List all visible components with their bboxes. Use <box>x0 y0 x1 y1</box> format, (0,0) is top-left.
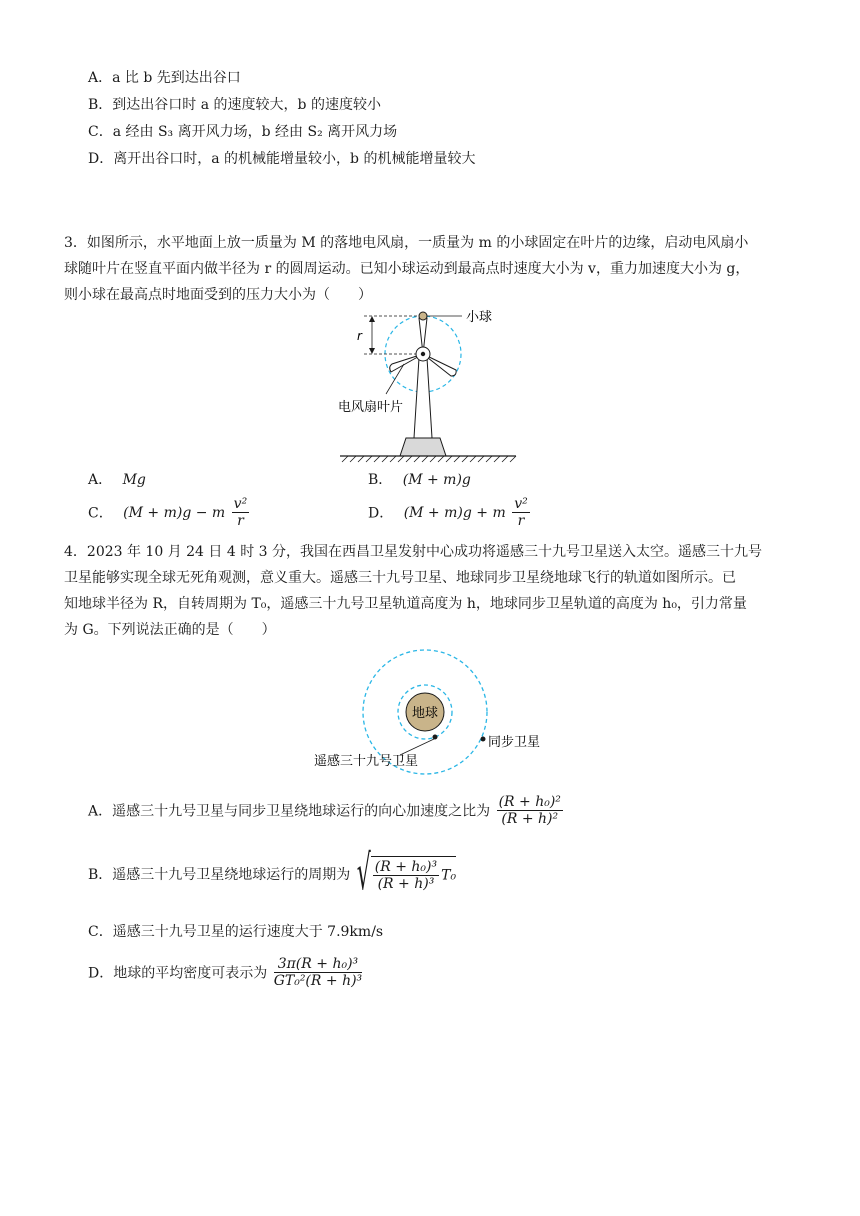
sync-satellite-label: 同步卫星 <box>488 735 541 750</box>
q3-option-d-fraction: $\frac{\text{v²}}{r}$ <box>514 496 528 529</box>
q3-option-c: C． (M + m)g − m $\frac{\text{v²}}{r}$ <box>88 496 248 529</box>
q2-option-d: D．离开出谷口时，a 的机械能增量较小，b 的机械能增量较大 <box>88 151 476 167</box>
q4-stem-line-2: 卫星能够实现全球无死角观测，意义重大。遥感三十九号卫星、地球同步卫星绕地球飞行的轨道如图所示。已 <box>64 570 736 586</box>
remote-sensing-label: 遥感三十九号卫星 <box>314 754 419 769</box>
q4-stem-line-1: 4．2023 年 10 月 24 日 4 时 3 分，我国在西昌卫星发射中心成功将遥感三十九号卫星送入太空。遥感三十九号 <box>64 544 763 560</box>
q2-option-b: B．到达出谷口时 a 的速度较大，b 的速度较小 <box>88 97 381 113</box>
fan-hub-center <box>421 352 425 356</box>
earth-label: 地球 <box>411 706 439 721</box>
q3-stem-line-2: 球随叶片在竖直平面内做半径为 r 的圆周运动。已知小球运动到最高点时速度大小为 v，重力加速度大小为 g， <box>64 261 750 277</box>
q3-fan-figure <box>336 306 526 466</box>
q3-option-a-expr: Mg <box>122 472 146 488</box>
q2-option-a: A．a 比 b 先到达出谷口 <box>88 70 241 86</box>
fan-tower <box>414 358 432 438</box>
q4-option-a: A．遥感三十九号卫星与同步卫星绕地球运行的向心加速度之比为 $\frac{\text{(R + h₀)²}}{\text{(R + h)²}}$ <box>88 794 561 827</box>
sqrt-body: $\frac{\text{(R + h₀)³}}{\text{(R + h)³}}$ T₀ <box>371 856 456 892</box>
q4-orbit-figure <box>300 648 560 778</box>
ball <box>419 312 427 320</box>
q4-option-d: D．地球的平均密度可表示为 $\frac{\text{3π(R + h₀)³}}{\text{GT₀²(R + h)³}}$ <box>88 956 363 989</box>
q4-stem-line-4: 为 G。下列说法正确的是（ ） <box>64 622 276 638</box>
q3-option-d-expr: (M + m)g + m <box>403 504 506 521</box>
remote-label-pointer <box>400 739 434 755</box>
q3-stem-line-3: 则小球在最高点时地面受到的压力大小为（ ） <box>64 287 372 303</box>
q4-option-c: C．遥感三十九号卫星的运行速度大于 7.9km/s <box>88 924 384 940</box>
q3-option-b-expr: (M + m)g <box>402 472 471 488</box>
q3-stem-line-1: 3．如图所示，水平地面上放一质量为 M 的落地电风扇，一质量为 m 的小球固定在叶片的边缘，启动电风扇小 <box>64 235 749 251</box>
sqrt-sign: √ <box>356 846 371 902</box>
r-arrow-head-up <box>369 316 375 322</box>
q3-option-a: A． Mg <box>88 472 146 488</box>
q3-option-b: B． (M + m)g <box>368 472 471 488</box>
q3-option-d: D． (M + m)g + m $\frac{\text{v²}}{r}$ <box>368 496 528 529</box>
q4-option-b-fraction: $\frac{\text{(R + h₀)³}}{\text{(R + h)³}}$ <box>374 859 438 892</box>
ball-label: 小球 <box>466 310 493 325</box>
q4-option-b: B．遥感三十九号卫星绕地球运行的周期为 √ $\frac{\text{(R + h₀)³}}{\text{(R + h)³}}$ T₀ <box>88 846 457 902</box>
ground-hatch <box>342 456 516 462</box>
q4-stem <box>64 539 762 643</box>
r-label: r <box>357 329 362 343</box>
r-arrow-head-down <box>369 348 375 354</box>
q3-stem <box>64 230 749 308</box>
q2-option-c: C．a 经由 S₃ 离开风力场，b 经由 S₂ 离开风力场 <box>88 124 398 140</box>
q3-option-c-fraction: $\frac{\text{v²}}{r}$ <box>233 496 248 529</box>
fan-base <box>400 438 446 456</box>
q4-stem-line-3: 知地球半径为 R，自转周期为 T₀，遥感三十九号卫星轨道高度为 h，地球同步卫星轨道的高度为 h₀，引力常量 <box>64 596 747 612</box>
q3-option-c-expr: (M + m)g − m <box>123 504 226 521</box>
blade-label: 电风扇叶片 <box>338 400 404 415</box>
q4-option-d-fraction: $\frac{\text{3π(R + h₀)³}}{\text{GT₀²(R + h)³}}$ <box>273 956 363 989</box>
remote-sensing-satellite <box>433 735 438 740</box>
sync-satellite <box>481 737 486 742</box>
q4-option-a-fraction: $\frac{\text{(R + h₀)²}}{\text{(R + h)²}}$ <box>498 794 561 827</box>
